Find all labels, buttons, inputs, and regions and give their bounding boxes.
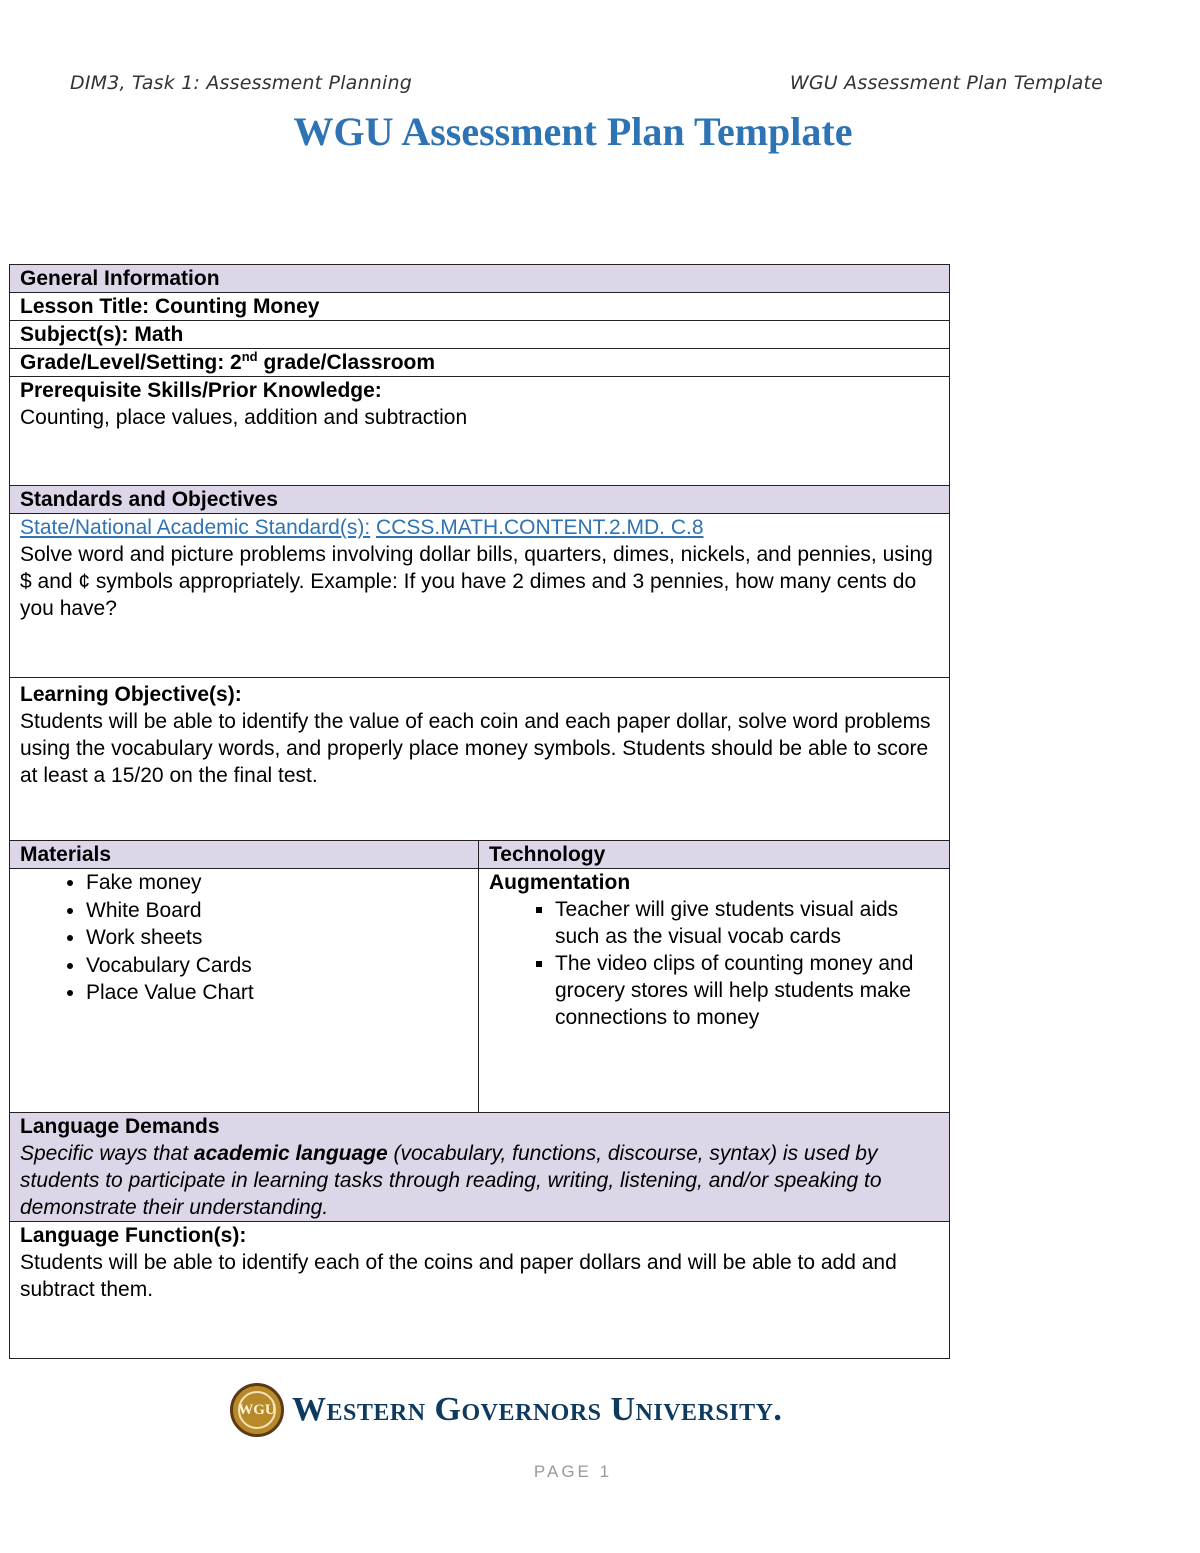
learning-objective-label: Learning Objective(s): xyxy=(20,683,242,706)
running-header-left: DIM3, Task 1: Assessment Planning xyxy=(70,72,412,94)
language-demands-heading: Language Demands xyxy=(20,1115,220,1138)
language-function-label: Language Function(s): xyxy=(20,1224,247,1247)
materials-cell xyxy=(10,869,479,1113)
desc-pre: Specific ways that xyxy=(20,1142,194,1165)
grade-level-setting xyxy=(10,349,950,377)
list-item: ▪ Teacher will give students visual aids such as the visual vocab cards xyxy=(555,896,935,950)
list-item: • Place Value Chart xyxy=(86,979,468,1007)
list-item: ▪ The video clips of counting money and grocery stores will help students make connections to money xyxy=(555,950,935,1031)
list-item: • Vocabulary Cards xyxy=(86,952,468,980)
grade-sup: nd xyxy=(241,349,258,364)
standard-text: Solve word and picture problems involving dollar bills, quarters, dimes, nickels, and pennies, using $ and ¢ symbols appropriately. Example: If you have 2 dimes and 3 pennies, how many cents do you have? xyxy=(20,543,933,620)
augmentation-heading: Augmentation xyxy=(489,871,631,894)
learning-objective-cell xyxy=(10,678,950,841)
language-demands-cell xyxy=(10,1113,950,1222)
materials-list xyxy=(20,869,468,1007)
standard-cell xyxy=(10,514,950,678)
running-header-right: WGU Assessment Plan Template xyxy=(789,72,1103,94)
language-function-text: Students will be able to identify each of the coins and paper dollars and will be able to add and subtract them. xyxy=(20,1251,897,1301)
logo-wordmark: Western Governors University. xyxy=(292,1391,783,1428)
materials-heading: Materials xyxy=(10,841,479,869)
wgu-seal-icon xyxy=(230,1383,284,1437)
list-item: • Work sheets xyxy=(86,924,468,952)
standards-heading: Standards and Objectives xyxy=(10,486,950,514)
learning-objective-text: Students will be able to identify the value of each coin and each paper dollar, solve word problems using the vocabulary words, and properly place money symbols. Students should be able to score at least a 15/20 on the final test. xyxy=(20,710,931,787)
list-item: • White Board xyxy=(86,897,468,925)
lesson-title: Lesson Title: Counting Money xyxy=(10,293,950,321)
standard-label-link[interactable]: State/National Academic Standard(s): xyxy=(20,516,371,539)
page-number: PAGE 1 xyxy=(533,1462,613,1481)
wgu-logo xyxy=(230,1383,782,1437)
grade-prefix: Grade/Level/Setting: 2 xyxy=(20,351,242,374)
desc-bold: academic language xyxy=(193,1142,388,1165)
standard-code-link[interactable]: CCSS.MATH.CONTENT.2.MD. C.8 xyxy=(376,516,704,539)
language-function-cell xyxy=(10,1222,950,1359)
prerequisite-text: Counting, place values, addition and subtraction xyxy=(20,406,468,429)
list-item: • Fake money xyxy=(86,869,468,897)
technology-cell xyxy=(479,869,950,1113)
language-demands-description xyxy=(20,1140,939,1221)
prerequisite-cell xyxy=(10,377,950,486)
grade-suffix: grade/Classroom xyxy=(257,351,436,374)
prerequisite-label: Prerequisite Skills/Prior Knowledge: xyxy=(20,379,382,402)
technology-list xyxy=(489,896,939,1031)
assessment-plan-table xyxy=(9,264,950,1359)
subjects: Subject(s): Math xyxy=(10,321,950,349)
desc-post: (vocabulary, functions, discourse, syntax) is used by students to participate in learning tasks through reading, writing, listening, and/or speaking to demonstrate their understanding. xyxy=(20,1142,882,1219)
general-info-heading: General Information xyxy=(10,265,950,293)
seal-text: WGU xyxy=(238,1391,276,1429)
page-title: WGU Assessment Plan Template xyxy=(293,109,853,154)
technology-heading: Technology xyxy=(479,841,950,869)
